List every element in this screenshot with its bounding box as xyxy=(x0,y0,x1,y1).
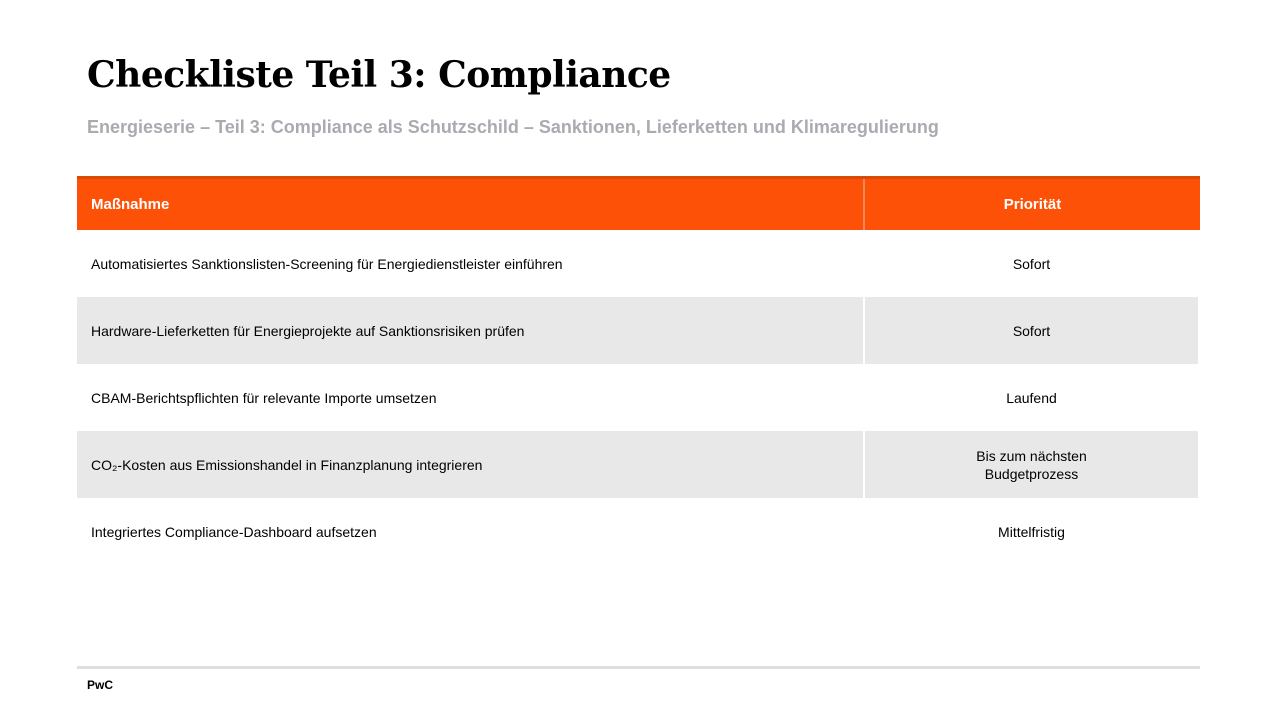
row-measure: CBAM-Berichtspflichten für relevante Importe umsetzen xyxy=(91,389,437,406)
page-title: Checkliste Teil 3: Compliance xyxy=(87,54,671,96)
footer-brand: PwC xyxy=(87,678,114,692)
table-row xyxy=(77,230,1200,297)
priority-text: Bis zum nächsten xyxy=(976,447,1087,464)
row-measure: Hardware-Lieferketten für Energieprojekte auf Sanktionsrisiken prüfen xyxy=(77,297,863,364)
row-priority xyxy=(863,297,1198,364)
priority-text: Budgetprozess xyxy=(984,465,1079,482)
table-row xyxy=(77,297,1200,364)
table-row xyxy=(77,431,1200,498)
checklist-table xyxy=(77,176,1200,565)
priority-text: Sofort xyxy=(1012,255,1051,272)
table-row xyxy=(77,498,1200,565)
priority-text: Mittelfristig xyxy=(998,523,1065,540)
row-measure: CO₂-Kosten aus Emissionshandel in Finanzplanung integrieren xyxy=(77,431,863,498)
row-priority xyxy=(863,431,1198,498)
row-priority xyxy=(863,230,1198,297)
table-row xyxy=(77,364,1200,431)
page-subtitle: Energieserie – Teil 3: Compliance als Schutzschild – Sanktionen, Lieferketten und Klimaregulierung xyxy=(87,117,939,137)
row-measure: Automatisiertes Sanktionslisten-Screening für Energiedienstleister einführen xyxy=(91,255,563,272)
priority-text: Laufend xyxy=(1006,389,1057,406)
row-priority xyxy=(863,364,1198,431)
header-measure: Maßnahme xyxy=(77,179,863,230)
header-priority: Priorität xyxy=(865,179,1200,230)
table-header-row xyxy=(77,179,1200,230)
row-measure: Integriertes Compliance-Dashboard aufsetzen xyxy=(91,523,377,540)
priority-text: Sofort xyxy=(1012,322,1051,339)
footer-divider xyxy=(77,666,1200,669)
row-priority xyxy=(863,498,1198,565)
